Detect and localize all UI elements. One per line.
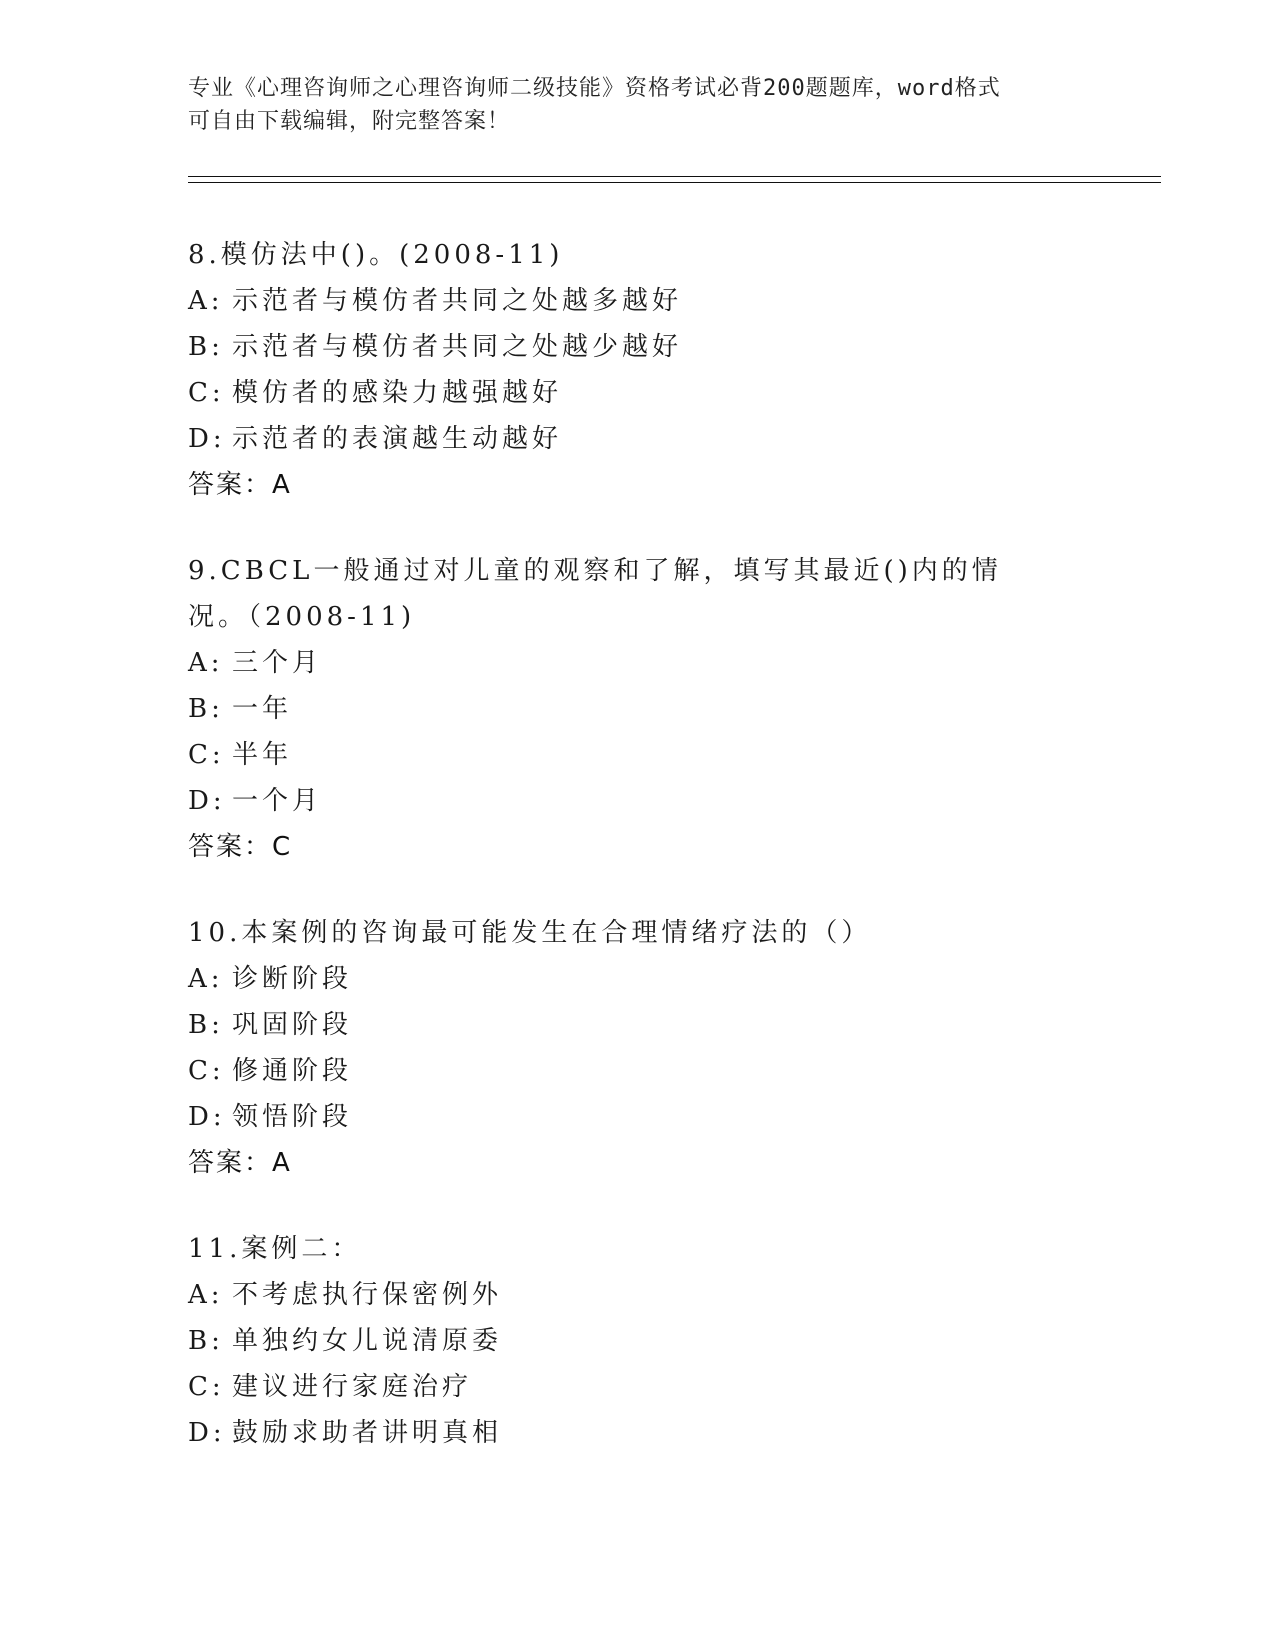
option-text: 领悟阶段 — [232, 1102, 353, 1132]
option-key: B: — [188, 332, 224, 362]
option-text: 一个月 — [232, 786, 323, 816]
option-key: B: — [188, 1010, 224, 1040]
option-text: 示范者与模仿者共同之处越多越好 — [232, 286, 683, 316]
option-text: 鼓励求助者讲明真相 — [232, 1418, 503, 1448]
option-key: A: — [188, 286, 224, 316]
option-b — [188, 1318, 1088, 1364]
answer-line: 答案：A — [188, 1148, 292, 1178]
option-c — [188, 732, 1088, 778]
option-text: 修通阶段 — [232, 1056, 353, 1086]
option-text: 三个月 — [232, 648, 323, 678]
question-10 — [188, 910, 1088, 1186]
option-text: 模仿者的感染力越强越好 — [232, 378, 563, 408]
option-b — [188, 324, 1088, 370]
option-a — [188, 278, 1088, 324]
option-a — [188, 1272, 1088, 1318]
option-c — [188, 1364, 1088, 1410]
question-9 — [188, 548, 1088, 870]
option-key: B: — [188, 1326, 224, 1356]
option-text: 建议进行家庭治疗 — [232, 1372, 473, 1402]
header-divider-bottom — [188, 182, 1161, 183]
question-8 — [188, 232, 1088, 508]
option-key: D: — [188, 1418, 226, 1448]
option-key: D: — [188, 424, 226, 454]
option-b — [188, 686, 1088, 732]
option-key: D: — [188, 786, 226, 816]
option-key: A: — [188, 1280, 224, 1310]
option-c — [188, 1048, 1088, 1094]
question-11 — [188, 1226, 1088, 1456]
option-b — [188, 1002, 1088, 1048]
question-stem: 11.案例二： — [188, 1234, 362, 1264]
header-divider-top — [188, 176, 1161, 177]
option-key: C: — [188, 1372, 225, 1402]
option-key: C: — [188, 1056, 225, 1086]
option-d — [188, 416, 1088, 462]
option-d — [188, 778, 1088, 824]
question-list — [188, 232, 1088, 1496]
option-d — [188, 1410, 1088, 1456]
option-text: 示范者与模仿者共同之处越少越好 — [232, 332, 683, 362]
option-text: 单独约女儿说清原委 — [232, 1326, 503, 1356]
option-text: 示范者的表演越生动越好 — [232, 424, 563, 454]
document-header — [188, 72, 1088, 138]
option-text: 半年 — [232, 740, 293, 770]
option-text: 诊断阶段 — [232, 964, 353, 994]
option-key: C: — [188, 740, 225, 770]
option-text: 不考虑执行保密例外 — [232, 1280, 503, 1310]
question-stem: 9.CBCL一般通过对儿童的观察和了解，填写其最近()内的情况。（2008-11) — [188, 556, 1002, 632]
header-title-line-1: 专业《心理咨询师之心理咨询师二级技能》资格考试必背200题题库，word格式 — [188, 76, 1001, 101]
answer-line: 答案：C — [188, 832, 293, 862]
header-title-line-2: 可自由下载编辑，附完整答案！ — [188, 109, 511, 134]
answer-line: 答案：A — [188, 470, 292, 500]
option-key: D: — [188, 1102, 226, 1132]
option-text: 巩固阶段 — [232, 1010, 353, 1040]
question-stem: 8.模仿法中()。(2008-11) — [188, 240, 564, 270]
option-key: A: — [188, 648, 224, 678]
option-a — [188, 956, 1088, 1002]
option-a — [188, 640, 1088, 686]
question-stem: 10.本案例的咨询最可能发生在合理情绪疗法的（） — [188, 918, 872, 948]
option-text: 一年 — [232, 694, 293, 724]
option-key: A: — [188, 964, 224, 994]
option-d — [188, 1094, 1088, 1140]
option-c — [188, 370, 1088, 416]
option-key: C: — [188, 378, 225, 408]
option-key: B: — [188, 694, 224, 724]
